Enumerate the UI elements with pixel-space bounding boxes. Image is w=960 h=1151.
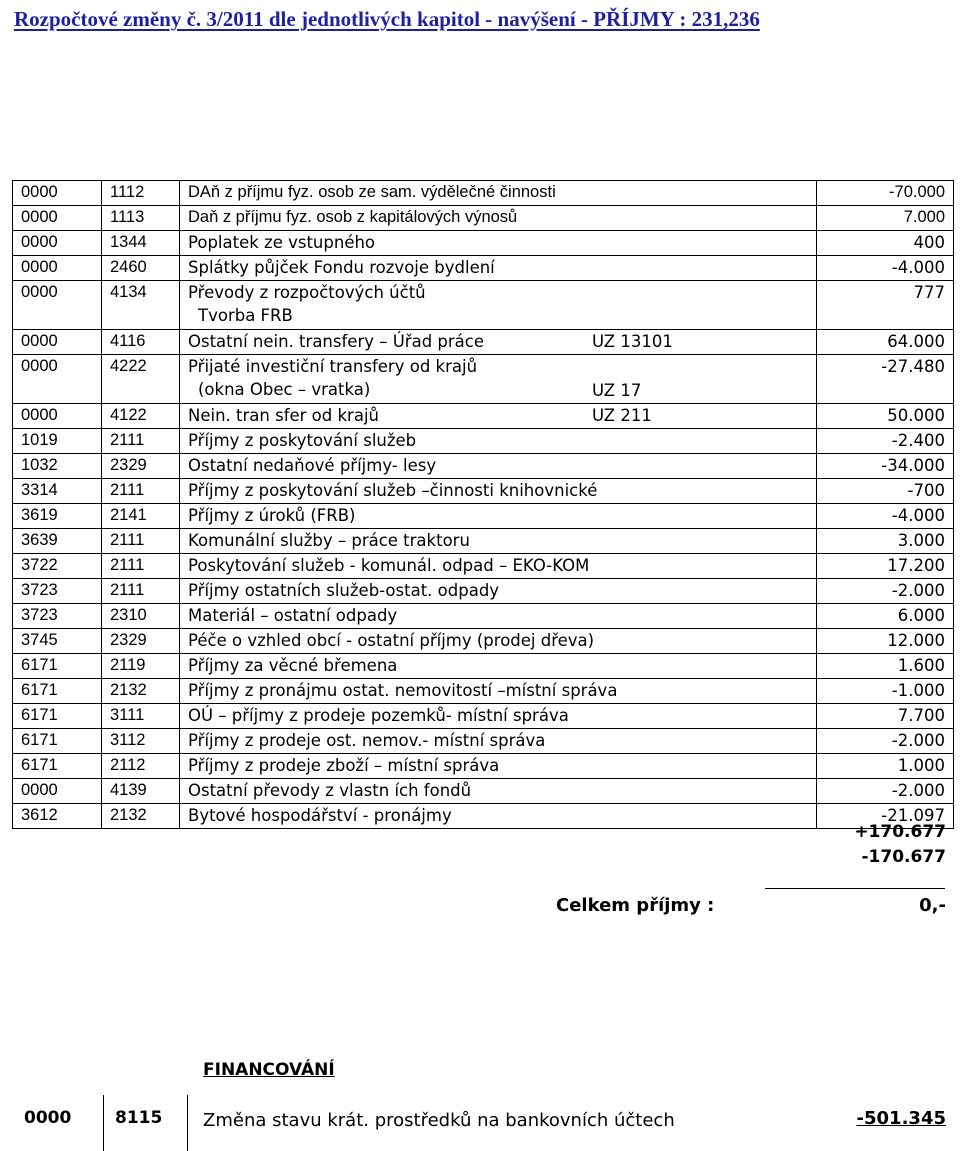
item-description [180, 454, 817, 479]
item-description [180, 206, 817, 231]
table-row [13, 704, 954, 729]
item-description-text: Příjmy z pronájmu ostat. nemovitostí –místní správa [188, 681, 618, 700]
item-description [180, 754, 817, 779]
chapter-code: 3745 [13, 629, 102, 654]
table-row [13, 579, 954, 604]
item-value: 64.000 [817, 330, 954, 355]
item-description-text: Příjmy z poskytování služeb [188, 431, 417, 450]
item-value: -27.480 [817, 355, 954, 404]
item-description [180, 529, 817, 554]
item-description-text: Materiál – ostatní odpady [188, 606, 398, 625]
uz-code: UZ 211 [592, 406, 652, 425]
chapter-code: 0000 [13, 256, 102, 281]
item-code: 1112 [102, 181, 180, 206]
chapter-code: 3612 [13, 804, 102, 829]
item-description [180, 804, 817, 829]
financing-heading: FINANCOVÁNÍ [203, 1060, 335, 1080]
item-code: 1344 [102, 231, 180, 256]
item-code: 2132 [102, 804, 180, 829]
item-code: 2329 [102, 454, 180, 479]
total-label: Celkem příjmy : [556, 895, 715, 916]
chapter-code: 1032 [13, 454, 102, 479]
item-description [180, 579, 817, 604]
item-description [180, 231, 817, 256]
table-row [13, 679, 954, 704]
item-description-text: Poskytování služeb - komunál. odpad – EKO-KOM [188, 556, 590, 575]
item-value: 17.200 [817, 554, 954, 579]
table-row [13, 779, 954, 804]
item-description-text: Nein. tran sfer od krajů [188, 406, 379, 425]
item-description-text: Ostatní nedaňové příjmy- lesy [188, 456, 437, 475]
financing-code-a: 0000 [24, 1108, 72, 1128]
item-code: 1113 [102, 206, 180, 231]
item-value: -70.000 [817, 181, 954, 206]
item-value: 7.700 [817, 704, 954, 729]
item-description [180, 281, 817, 330]
item-value: 3.000 [817, 529, 954, 554]
item-description-text: Příjmy z prodeje ost. nemov.- místní správa [188, 731, 546, 750]
item-code: 4122 [102, 404, 180, 429]
item-value: -2.000 [817, 579, 954, 604]
item-value: 50.000 [817, 404, 954, 429]
page-title: Rozpočtové změny č. 3/2011 dle jednotlivých kapitol - navýšení - PŘÍJMY : 231,236 [14, 7, 760, 31]
chapter-code: 0000 [13, 281, 102, 330]
item-value: 777 [817, 281, 954, 330]
chapter-code: 0000 [13, 181, 102, 206]
chapter-code: 0000 [13, 330, 102, 355]
table-row [13, 654, 954, 679]
item-code: 3111 [102, 704, 180, 729]
table-row [13, 629, 954, 654]
item-code: 3112 [102, 729, 180, 754]
item-description-text: Poplatek ze vstupného [188, 233, 376, 252]
financing-text: Změna stavu krát. prostředků na bankovních účtech [203, 1110, 675, 1131]
table-row [13, 479, 954, 504]
chapter-code: 1019 [13, 429, 102, 454]
table-row [13, 281, 954, 330]
item-description [180, 404, 817, 429]
budget-table [12, 180, 954, 829]
item-description [180, 604, 817, 629]
item-description-text: Ostatní nein. transfery – Úřad práce [188, 332, 485, 351]
item-description [180, 679, 817, 704]
item-description-text: Péče o vzhled obcí - ostatní příjmy (prodej dřeva) [188, 631, 595, 650]
table-row [13, 729, 954, 754]
chapter-code: 0000 [13, 231, 102, 256]
total-value: 0,- [919, 895, 946, 916]
item-description-text: Přijaté investiční transfery od krajů [188, 357, 478, 376]
item-description [180, 330, 817, 355]
chapter-code: 3723 [13, 579, 102, 604]
item-value: 400 [817, 231, 954, 256]
uz-code: UZ 17 [592, 381, 642, 400]
chapter-code: 0000 [13, 404, 102, 429]
item-description [180, 504, 817, 529]
item-value: -21.097 [817, 804, 954, 829]
item-description [180, 256, 817, 281]
table-row [13, 754, 954, 779]
chapter-code: 0000 [13, 355, 102, 404]
item-value: -2.000 [817, 729, 954, 754]
item-description [180, 629, 817, 654]
table-row [13, 330, 954, 355]
item-description [180, 704, 817, 729]
item-description-text: Daň z příjmu fyz. osob z kapitálových výnosů [188, 208, 518, 226]
item-code: 2111 [102, 479, 180, 504]
table-row [13, 429, 954, 454]
item-description [180, 654, 817, 679]
sum-minus: -170.677 [861, 847, 946, 867]
table-row [13, 604, 954, 629]
item-value: -4.000 [817, 504, 954, 529]
chapter-code: 6171 [13, 729, 102, 754]
item-description-text: Převody z rozpočtových účtů [188, 283, 426, 302]
item-description-text: Komunální služby – práce traktoru [188, 531, 470, 550]
financing-divider [103, 1095, 104, 1151]
budget-table-body [13, 181, 954, 829]
item-value: -2.000 [817, 779, 954, 804]
item-code: 2112 [102, 754, 180, 779]
uz-code: UZ 13101 [592, 332, 673, 351]
chapter-code: 3722 [13, 554, 102, 579]
sum-plus: +170.677 [854, 822, 946, 842]
financing-code-b: 8115 [115, 1108, 163, 1128]
item-description-text: Splátky půjček Fondu rozvoje bydlení [188, 258, 495, 277]
item-description-text: OÚ – příjmy z prodeje pozemků- místní správa [188, 706, 569, 725]
table-row [13, 554, 954, 579]
item-code: 4116 [102, 330, 180, 355]
item-description [180, 429, 817, 454]
table-row [13, 206, 954, 231]
table-row [13, 256, 954, 281]
item-description-note: (okna Obec – vratka) [198, 380, 371, 399]
chapter-code: 6171 [13, 679, 102, 704]
table-row [13, 404, 954, 429]
item-description-text: Příjmy z prodeje zboží – místní správa [188, 756, 500, 775]
item-value: -1.000 [817, 679, 954, 704]
item-value: -34.000 [817, 454, 954, 479]
table-row [13, 181, 954, 206]
chapter-code: 3723 [13, 604, 102, 629]
item-value: -4.000 [817, 256, 954, 281]
chapter-code: 3314 [13, 479, 102, 504]
item-value: -700 [817, 479, 954, 504]
table-row [13, 355, 954, 404]
chapter-code: 0000 [13, 779, 102, 804]
item-description-text: DAň z příjmu fyz. osob ze sam. výdělečné činnosti [188, 183, 556, 201]
financing-value: -501.345 [856, 1108, 946, 1129]
chapter-code: 6171 [13, 754, 102, 779]
item-code: 4134 [102, 281, 180, 330]
item-description-text: Příjmy z poskytování služeb –činnosti knihovnické [188, 481, 598, 500]
item-description-text: Bytové hospodářství - pronájmy [188, 806, 452, 825]
chapter-code: 6171 [13, 704, 102, 729]
item-code: 2460 [102, 256, 180, 281]
item-code: 4222 [102, 355, 180, 404]
item-description-text: Příjmy ostatních služeb-ostat. odpady [188, 581, 500, 600]
item-value: -2.400 [817, 429, 954, 454]
item-value: 1.600 [817, 654, 954, 679]
chapter-code: 3639 [13, 529, 102, 554]
table-row [13, 504, 954, 529]
item-code: 2141 [102, 504, 180, 529]
table-row [13, 804, 954, 829]
item-code: 2119 [102, 654, 180, 679]
item-description-text: Ostatní převody z vlastn ích fondů [188, 781, 472, 800]
item-description-note: Tvorba FRB [198, 306, 293, 325]
item-description [180, 355, 817, 404]
chapter-code: 0000 [13, 206, 102, 231]
item-code: 2111 [102, 554, 180, 579]
item-description [180, 479, 817, 504]
item-code: 2111 [102, 529, 180, 554]
table-row [13, 529, 954, 554]
table-row [13, 231, 954, 256]
item-value: 1.000 [817, 754, 954, 779]
sum-divider [765, 888, 945, 889]
financing-divider [187, 1095, 188, 1151]
item-code: 2111 [102, 579, 180, 604]
table-row [13, 454, 954, 479]
item-description [180, 181, 817, 206]
item-description-text: Příjmy za věcné břemena [188, 656, 398, 675]
item-description [180, 779, 817, 804]
item-value: 12.000 [817, 629, 954, 654]
item-value: 7.000 [817, 206, 954, 231]
item-value: 6.000 [817, 604, 954, 629]
item-description-text: Příjmy z úroků (FRB) [188, 506, 356, 525]
item-code: 2111 [102, 429, 180, 454]
item-code: 2132 [102, 679, 180, 704]
chapter-code: 3619 [13, 504, 102, 529]
item-code: 2329 [102, 629, 180, 654]
item-code: 4139 [102, 779, 180, 804]
chapter-code: 6171 [13, 654, 102, 679]
item-description [180, 729, 817, 754]
item-code: 2310 [102, 604, 180, 629]
item-description [180, 554, 817, 579]
